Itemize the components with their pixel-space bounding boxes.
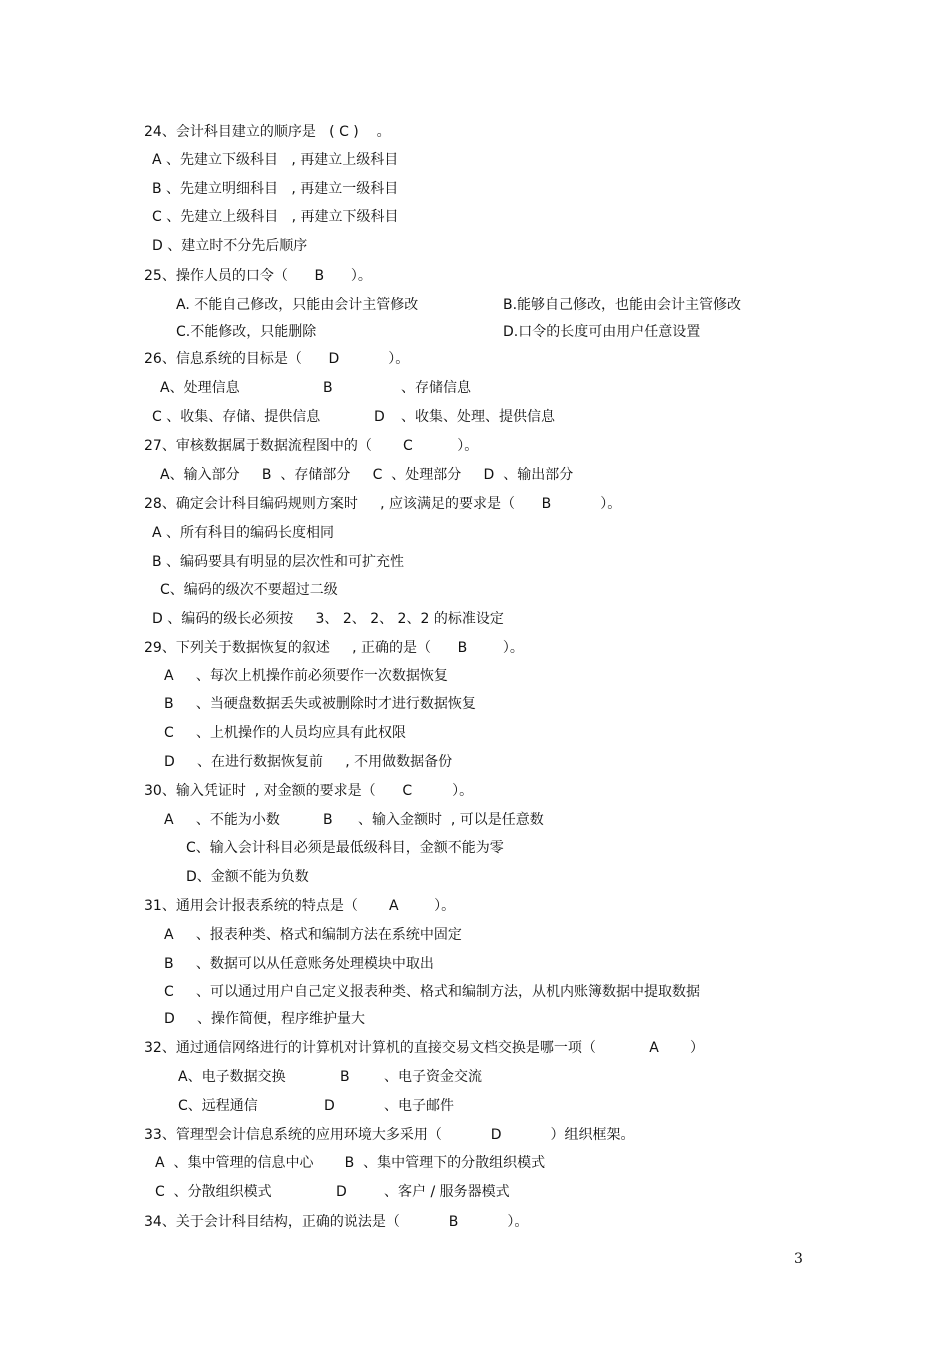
option-28-b: B 、编码要具有明显的层次性和可扩充性 [152, 554, 405, 570]
option-26-b-text: 、存储信息 [401, 380, 471, 396]
question-25: 25、操作人员的口令（ B ）。 [144, 268, 372, 284]
option-26-a: A、处理信息 [160, 380, 240, 396]
question-30: 30、输入凭证时 , 对金额的要求是（ C ）。 [144, 783, 474, 799]
option-25-b: B.能够自己修改，也能由会计主管修改 [503, 297, 742, 313]
option-30-d: D、金额不能为负数 [186, 869, 309, 885]
question-31: 31、通用会计报表系统的特点是（ A ）。 [144, 898, 456, 914]
option-25-a: A. 不能自己修改，只能由会计主管修改 [176, 297, 419, 313]
option-25-d: D.口令的长度可由用户任意设置 [503, 324, 701, 340]
question-34: 34、关于会计科目结构，正确的说法是（ B ）。 [144, 1214, 529, 1230]
option-30-c: C、输入会计科目必须是最低级科目，金额不能为零 [186, 840, 504, 856]
option-29-a: A 、每次上机操作前必须要作一次数据恢复 [164, 668, 448, 684]
question-32: 32、通过通信网络进行的计算机对计算机的直接交易文档交换是哪一项（ A ） [144, 1040, 704, 1056]
option-32-d-letter: D [324, 1098, 335, 1114]
option-31-a: A 、报表种类、格式和编制方法在系统中固定 [164, 927, 462, 943]
option-29-c: C 、上机操作的人员均应具有此权限 [164, 725, 407, 741]
page-number: 3 [794, 1251, 803, 1267]
option-33-c: C 、分散组织模式 [155, 1184, 272, 1200]
option-24-a: A 、先建立下级科目 , 再建立上级科目 [152, 152, 399, 168]
option-24-b: B 、先建立明细科目 , 再建立一级科目 [152, 181, 399, 197]
option-24-d: D 、建立时不分先后顺序 [152, 238, 308, 254]
option-31-c: C 、可以通过用户自己定义报表种类、格式和编制方法，从机内账簿数据中提取数据 [164, 984, 701, 1000]
option-25-c: C.不能修改，只能删除 [176, 324, 317, 340]
option-32-b-letter: B [340, 1069, 350, 1085]
option-26-c: C 、收集、存储、提供信息 [152, 409, 321, 425]
question-28: 28、确定会计科目编码规则方案时 , 应该满足的要求是（ B ）。 [144, 496, 622, 512]
question-33: 33、管理型会计信息系统的应用环境大多采用（ D ）组织框架。 [144, 1127, 635, 1143]
question-26: 26、信息系统的目标是（ D ）。 [144, 351, 410, 367]
option-32-a: A、电子数据交换 [178, 1069, 286, 1085]
question-24: 24、会计科目建立的顺序是 ( C ) 。 [144, 124, 391, 140]
option-30-a: A 、不能为小数 [164, 812, 280, 828]
option-26-b-letter: B [323, 380, 333, 396]
option-30-b-letter: B [323, 812, 333, 828]
option-32-c: C、远程通信 [178, 1098, 258, 1114]
option-24-c: C 、先建立上级科目 , 再建立下级科目 [152, 209, 399, 225]
options-27: A、输入部分 B 、存储部分 C 、处理部分 D 、输出部分 [160, 467, 574, 483]
option-32-d-text: 、电子邮件 [384, 1098, 454, 1114]
question-27: 27、审核数据属于数据流程图中的（ C ）。 [144, 438, 479, 454]
option-28-d: D 、编码的级长必须按 3、 2、 2、 2、2 的标准设定 [152, 611, 504, 627]
option-32-b-text: 、电子资金交流 [384, 1069, 482, 1085]
option-29-b: B 、当硬盘数据丢失或被删除时才进行数据恢复 [164, 696, 476, 712]
option-31-b: B 、数据可以从任意账务处理模块中取出 [164, 956, 434, 972]
option-26-d-text: 、收集、处理、提供信息 [401, 409, 555, 425]
option-31-d: D 、操作简便，程序维护量大 [164, 1011, 366, 1027]
option-33-d-letter: D [336, 1184, 347, 1200]
option-29-d: D 、在进行数据恢复前 , 不用做数据备份 [164, 754, 453, 770]
option-30-b-text: 、输入金额时 , 可以是任意数 [358, 812, 544, 828]
options-33-ab: A 、集中管理的信息中心 B 、集中管理下的分散组织模式 [155, 1155, 546, 1171]
question-29: 29、下列关于数据恢复的叙述 , 正确的是（ B ）。 [144, 640, 524, 656]
option-33-d-text: 、客户 / 服务器模式 [384, 1184, 510, 1200]
option-28-c: C、编码的级次不要超过二级 [160, 582, 338, 598]
option-28-a: A 、所有科目的编码长度相同 [152, 525, 335, 541]
option-26-d-letter: D [374, 409, 385, 425]
